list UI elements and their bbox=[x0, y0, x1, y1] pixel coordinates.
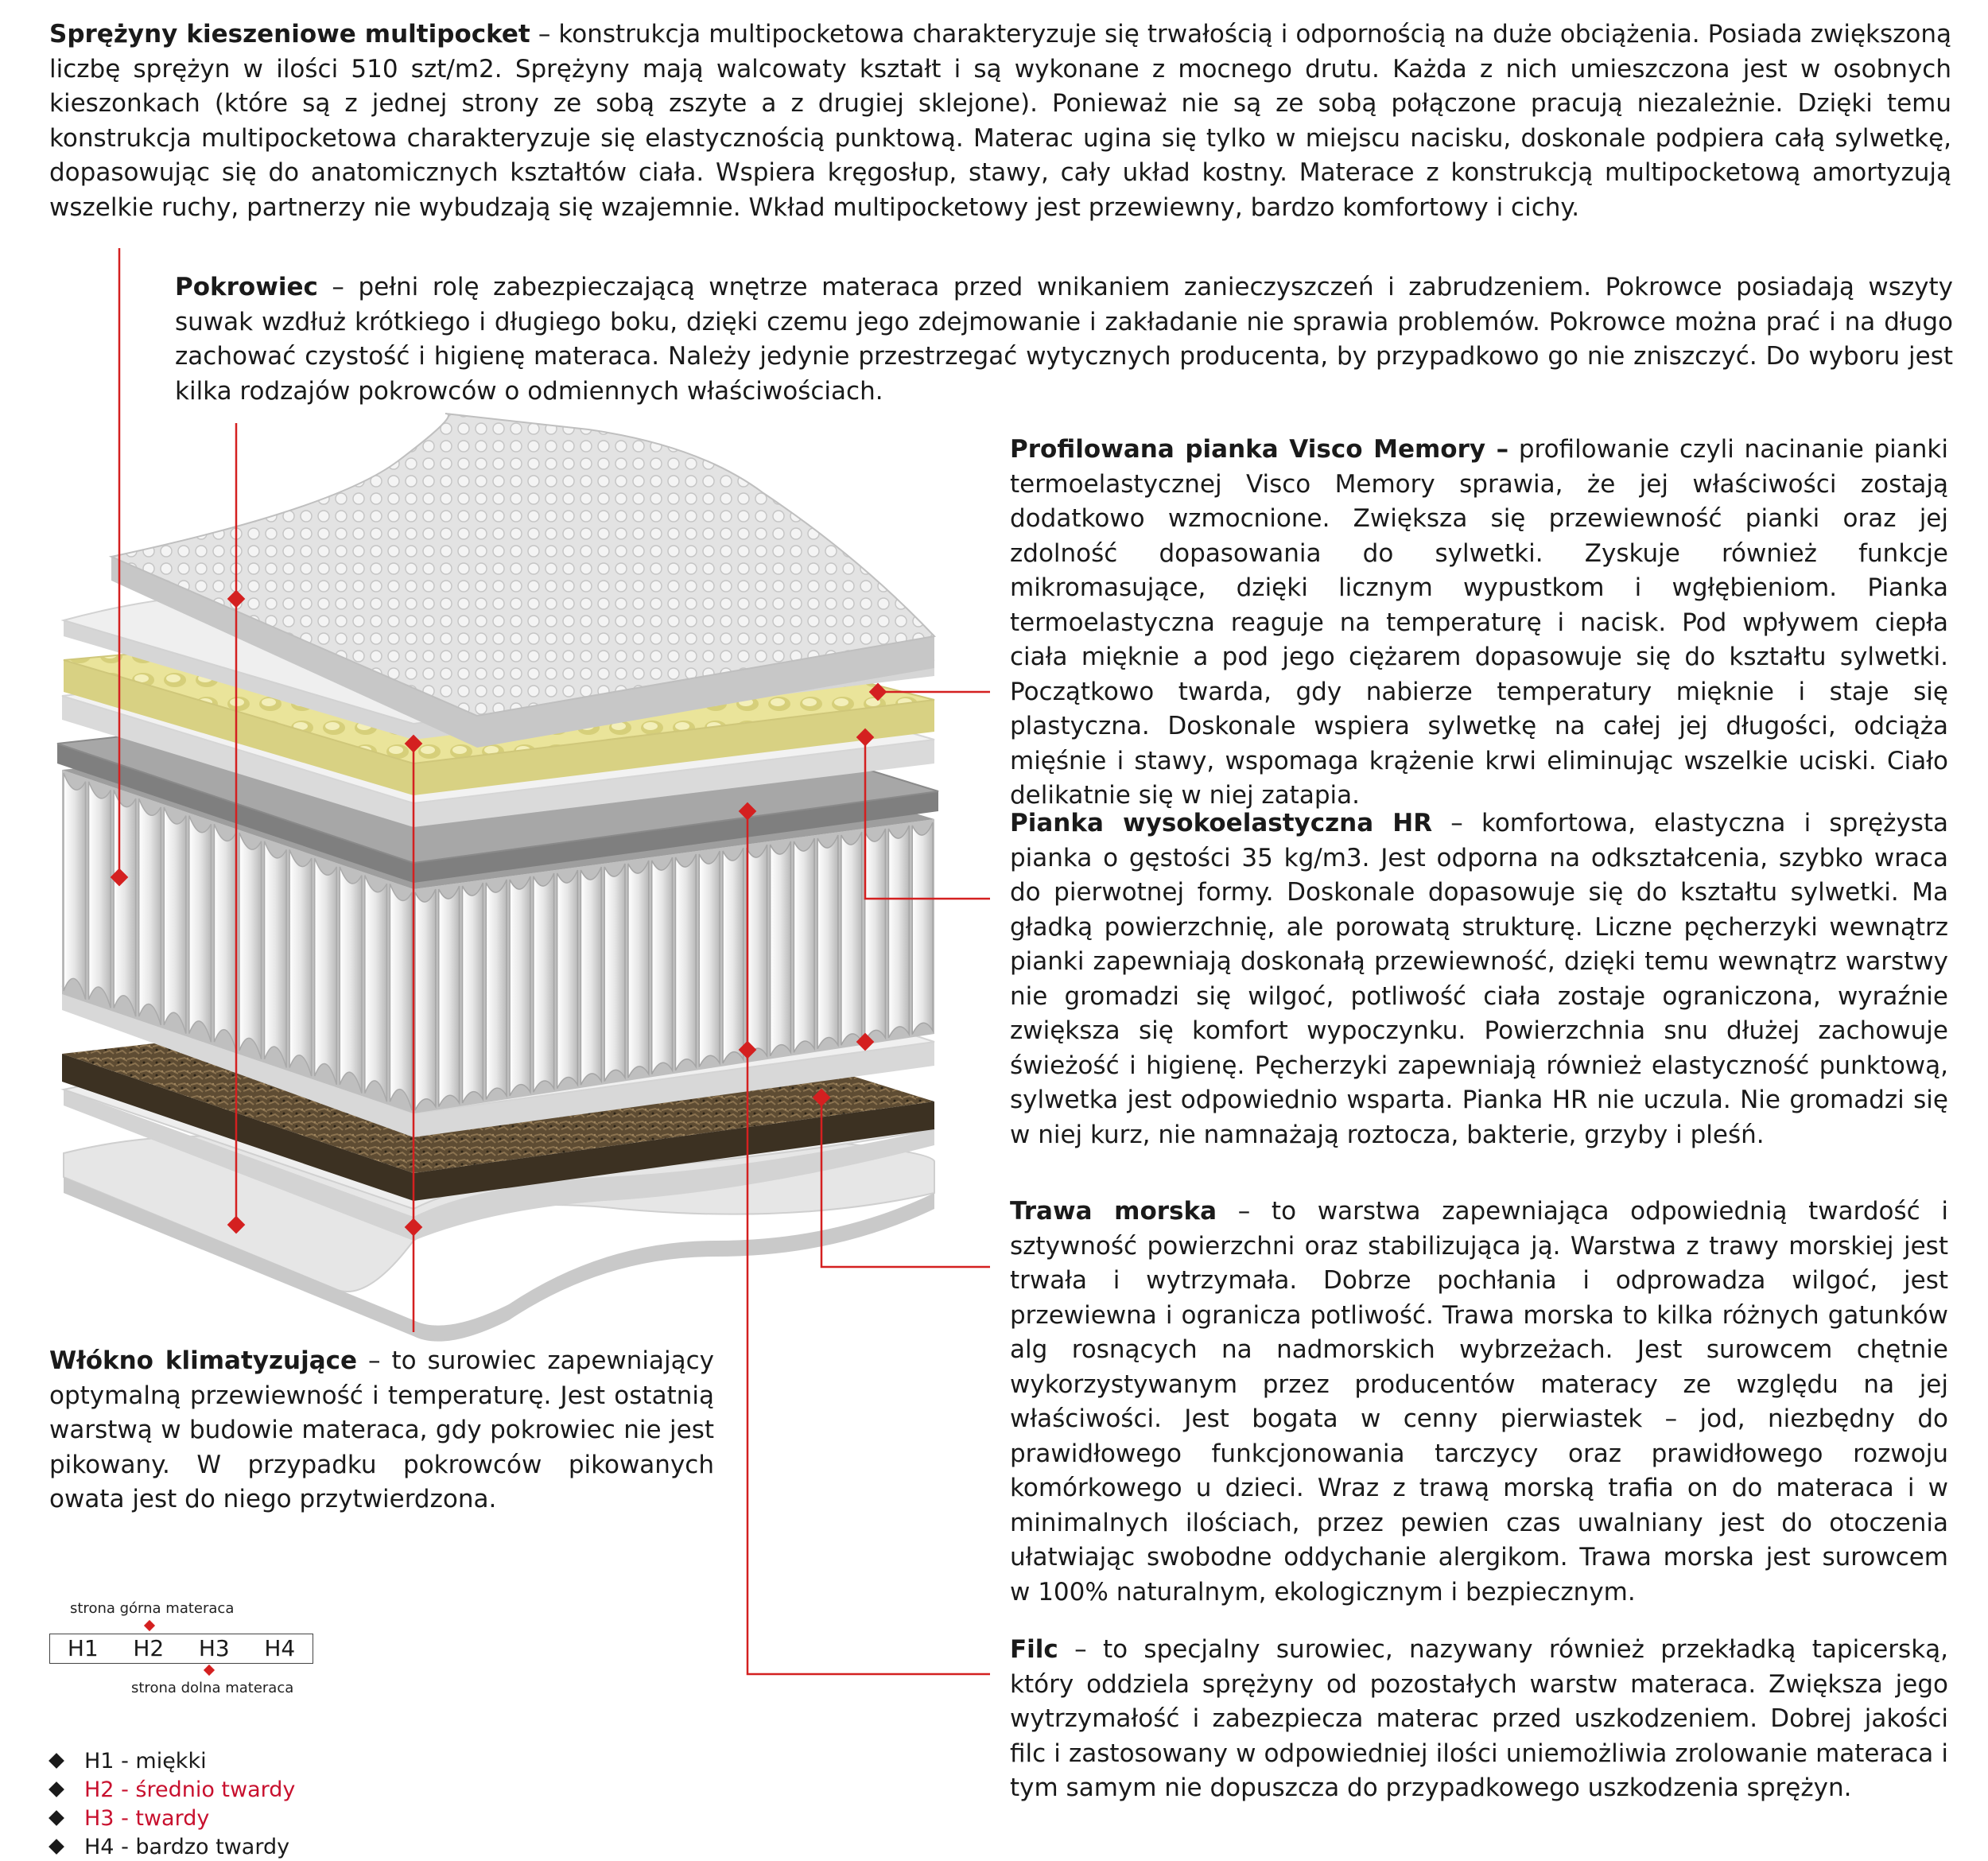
spring-pocket bbox=[64, 773, 86, 1000]
legend-label: H1 - miękki bbox=[84, 1748, 207, 1774]
section-title: Profilowana pianka Visco Memory – bbox=[1010, 435, 1509, 464]
scale-top-label: strona górna materaca bbox=[70, 1600, 235, 1617]
firmness-legend bbox=[46, 1746, 295, 1861]
section-text: – komfortowa, elastyczna i sprężysta pianka o gęstości 35 kg/m3. Jest odporna na odkształcenia, szybko wraca do pierwotnej formy. Doskonale dopasowuje się do kształtu sylwetki. Ma gładką powierzchnię, ale porowatą strukturę. Liczne pęcherzyki wewnątrz pianki zapewniają doskonałą przewiewność, dzięki temu wewnątrz warstwy nie gromadzi się wilgoć, potliwość ciała zostaje ograniczona, wyraźnie zwiększa się komfort wypoczynku. Powierzchnia snu dłużej zachowuje świeżość i higienę. Pęcherzyki zapewniają również elastyczność punktową, sylwetka jest odpowiednio wsparta. Pianka HR nie uczula. Nie gromadzi się w niej kurz, nie namnażają roztocza, bakterie, grzyby i pleśń. bbox=[1010, 809, 1948, 1149]
spring-pocket bbox=[315, 858, 337, 1085]
spring-pocket bbox=[628, 861, 649, 1078]
scale-level-h3: H3 bbox=[198, 1635, 230, 1661]
spring-pocket bbox=[699, 851, 720, 1066]
section-text: – to surowiec zapewniający optymalną przewiewność i temperaturę. Jest ostatnią warstwą w budowie materaca, gdy pokrowiec nie jest pikowany. W przypadku pokrowców pikowanych owata jest do niego przytwierdzona. bbox=[49, 1346, 714, 1513]
spring-pocket bbox=[189, 816, 212, 1043]
spring-pocket bbox=[747, 845, 767, 1059]
spring-pocket bbox=[415, 889, 436, 1110]
spring-pocket bbox=[486, 880, 507, 1099]
section-title: Pokrowiec bbox=[175, 273, 318, 301]
spring-pocket bbox=[557, 870, 578, 1089]
diamond-icon bbox=[49, 1781, 64, 1797]
diamond-icon bbox=[49, 1753, 64, 1769]
section-title: Trawa morska bbox=[1010, 1197, 1217, 1226]
spring-pocket bbox=[239, 833, 262, 1059]
spring-pocket bbox=[841, 832, 862, 1045]
section-text: – to specjalny surowiec, nazywany również przekładką tapicerską, który oddziela sprężyny od pozostałych warstw materaca. Zwiększa jego wytrzymałość i zabezpiecza materac przed uszkodzeniem. Dobrej jakości filc i zastosowany w odpowiedniej ilości uniemożliwia zrolowanie materaca i tym samym nie dopuszcza do przypadkowego uszkodzenia sprężyn. bbox=[1010, 1635, 1948, 1802]
firmness-scale bbox=[49, 1634, 313, 1664]
spring-pocket bbox=[723, 848, 744, 1063]
spring-pocket bbox=[771, 841, 791, 1056]
spring-pocket bbox=[534, 873, 554, 1092]
spring-pocket bbox=[912, 822, 933, 1035]
scale-top-marker bbox=[143, 1619, 156, 1632]
legend-label: H2 - średnio twardy bbox=[84, 1777, 296, 1802]
spring-pocket bbox=[580, 867, 601, 1085]
section-title: Sprężyny kieszeniowe multipocket bbox=[49, 20, 530, 49]
section-title: Pianka wysokoelastyczna HR bbox=[1010, 809, 1433, 837]
spring-pocket bbox=[652, 857, 673, 1074]
section-text: – to warstwa zapewniająca odpowiednią twardość i sztywność powierzchni oraz stabilizująca ją. Warstwa z trawy morskiej jest trwała i wytrzymała. Dobrze pochłania i odprowadza wilgoć, jest przewiewna i ogranicza potliwość. Trawa morska to kilka różnych gatunków alg rosnących na nadmorskich wybrzeżach. Jest surowcem chętnie wykorzystywanym przez producentów materacy ze względu na jej właściwości. Jest bogata w cenny pierwiastek – jod, niezbędny do prawidłowego funkcjonowania tarczycy oraz prawidłowego rozwoju komórkowego u dzieci. Wraz z trawą morską trafia on do materaca i w minimalnych ilościach, przez pewien czas uwalniany jest do otoczenia ułatwiając swobodne oddychanie alergikom. Trawa morska jest surowcem w 100% naturalnym, ekologicznym i bezpiecznym. bbox=[1010, 1197, 1949, 1607]
spring-pocket bbox=[463, 883, 483, 1103]
spring-pocket bbox=[390, 884, 412, 1110]
spring-pocket bbox=[114, 790, 136, 1016]
spring-pocket bbox=[888, 826, 909, 1038]
spring-pocket bbox=[676, 854, 697, 1070]
section-text: – konstrukcja multipocketowa charakteryzuje się trwałością i odpornością na duże obciążenia. Posiada zwiększoną liczbę sprężyn w ilości 510 szt/m2. Sprężyny mają walcowaty kształt i są wykonane z mocnego drutu. Każda z nich umieszczona jest w osobnych kieszonkach (które są z jednej strony ze sobą zszyte a z drugiej sklejone). Ponieważ nie są ze sobą połączone pracują niezależnie. Dzięki temu konstrukcja multipocketowa charakteryzuje się elastycznością punktową. Materac ugina się tylko w miejscu nacisku, doskonale podpiera całą sylwetkę, dopasowując się do anatomicznych kształtów ciała. Wspiera kręgosłup, stawy, cały układ kostny. Materace z konstrukcją multipocketową amortyzują wszelkie ruchy, partnerzy nie wybudzają się wzajemnie. Wkład multipocketowy jest przewiewny, bardzo komfortowy i cichy. bbox=[49, 20, 1951, 222]
spring-pocket bbox=[214, 824, 236, 1051]
spring-pocket bbox=[865, 829, 886, 1042]
spring-pocket bbox=[439, 886, 460, 1106]
legend-item-h1 bbox=[46, 1746, 295, 1775]
diamond-icon bbox=[49, 1839, 64, 1855]
scale-level-h1: H1 bbox=[67, 1635, 99, 1661]
legend-item-h4 bbox=[46, 1832, 295, 1861]
legend-item-h2 bbox=[46, 1775, 295, 1804]
scale-level-h2: H2 bbox=[133, 1635, 165, 1661]
spring-pocket bbox=[817, 835, 838, 1049]
section-title: Włókno klimatyzujące bbox=[49, 1346, 358, 1375]
legend-item-h3 bbox=[46, 1804, 295, 1832]
legend-label: H4 - bardzo twardy bbox=[84, 1834, 290, 1859]
spring-pocket bbox=[604, 864, 625, 1082]
spring-pocket bbox=[340, 867, 362, 1094]
spring-pocket bbox=[164, 807, 186, 1034]
spring-pocket bbox=[365, 876, 387, 1102]
diamond-icon bbox=[49, 1810, 64, 1826]
spring-pocket bbox=[265, 841, 287, 1068]
section-title: Filc bbox=[1010, 1635, 1058, 1664]
section-text: profilowanie czyli nacinanie pianki termoelastycznej Visco Memory sprawia, że jej właściwości zostają dodatkowo wzmocnione. Zwiększa się przewiewność pianki oraz jej zdolność dopasowania do sylwetki. Zyskuje również funkcje mikromasujące, dzięki licznym wypustkom i wgłębieniom. Pianka termoelastyczna reaguje na temperaturę i nacisk. Pod wpływem ciepła ciała mięknie a pod jego ciężarem dopasowuje się do kształtu sylwetki. Początkowo twarda, gdy nabierze temperatury mięknie i staje się plastyczna. Doskonale wspiera sylwetkę na całej jej długości, odciąża mięśnie i stawy, wspomaga krążenie krwi eliminując wszelkie uciski. Ciało delikatnie się w niej zatapia. bbox=[1010, 435, 1948, 810]
scale-level-h4: H4 bbox=[264, 1635, 296, 1661]
scale-bottom-marker bbox=[203, 1664, 215, 1676]
legend-label: H3 - twardy bbox=[84, 1805, 210, 1831]
spring-pocket bbox=[510, 876, 530, 1096]
spring-pocket bbox=[794, 838, 814, 1052]
spring-pocket bbox=[289, 849, 312, 1076]
scale-bottom-label: strona dolna materaca bbox=[131, 1680, 294, 1696]
section-text: – pełni rolę zabezpieczającą wnętrze materaca przed wnikaniem zanieczyszczeń i zabrudzeniem. Pokrowce posiadają wszyty suwak wzdłuż krótkiego i długiego boku, dzięki czemu jego zdejmowanie i zakładanie nie sprawia problemów. Pokrowce można prać i na długo zachować czystość i higienę materaca. Należy jedynie przestrzegać wytycznych producenta, by przypadkowo go nie zniszczyć. Do wyboru jest kilka rodzajów pokrowców o odmiennych właściwościach. bbox=[175, 273, 1953, 406]
spring-pocket bbox=[89, 782, 111, 1008]
spring-pocket bbox=[139, 798, 161, 1025]
